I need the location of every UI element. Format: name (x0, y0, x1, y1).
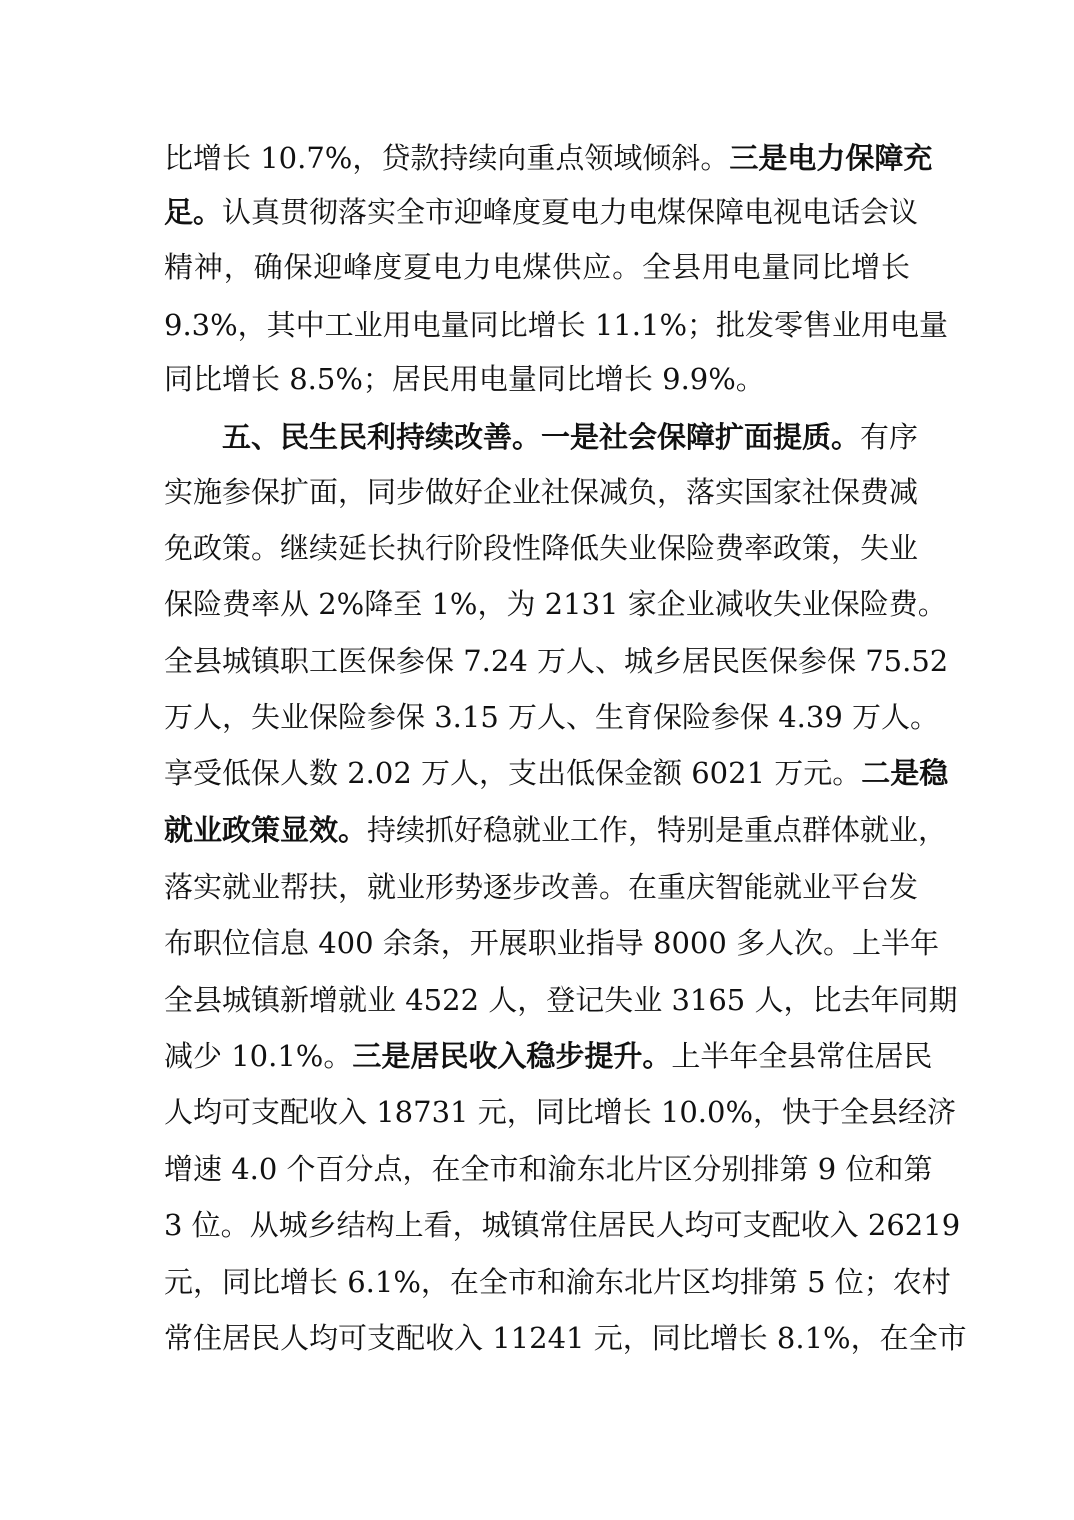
paragraph-line: 全县城镇新增就业 4522 人，登记失业 3165 人，比去年同期 (164, 983, 958, 1017)
paragraph-line: 减少 10.1%。三是居民收入稳步提升。上半年全县常住居民 (164, 1039, 933, 1073)
paragraph-line: 9.3%，其中工业用电量同比增长 11.1%；批发零售业用电量 (164, 308, 949, 342)
paragraph-line: 就业政策显效。持续抓好稳就业工作，特别是重点群体就业， (164, 813, 948, 847)
paragraph-line: 享受低保人数 2.02 万人，支出低保金额 6021 万元。二是稳 (164, 756, 949, 790)
paragraph-line: 同比增长 8.5%；居民用电量同比增长 9.9%。 (164, 362, 765, 396)
paragraph-line: 保险费率从 2%降至 1%，为 2131 家企业减收失业保险费。 (164, 587, 947, 621)
paragraph-line: 全县城镇职工医保参保 7.24 万人、城乡居民医保参保 75.52 (164, 644, 949, 678)
paragraph-line: 元，同比增长 6.1%，在全市和渝东北片区均排第 5 位；农村 (164, 1265, 951, 1299)
paragraph-line: 布职位信息 400 余条，开展职业指导 8000 多人次。上半年 (164, 926, 940, 960)
paragraph-line: 免政策。继续延长执行阶段性降低失业保险费率政策，失业 (164, 531, 919, 565)
paragraph-line: 落实就业帮扶，就业形势逐步改善。在重庆智能就业平台发 (164, 870, 919, 904)
paragraph-line: 3 位。从城乡结构上看，城镇常住居民人均可支配收入 26219 (164, 1208, 961, 1242)
paragraph-line: 精神，确保迎峰度夏电力电煤供应。全县用电量同比增长 (164, 250, 910, 284)
paragraph-line: 足。认真贯彻落实全市迎峰度夏电力电煤保障电视电话会议 (164, 195, 919, 229)
paragraph-line: 万人，失业保险参保 3.15 万人、生育保险参保 4.39 万人。 (164, 700, 940, 734)
paragraph-line: 实施参保扩面，同步做好企业社保减负，落实国家社保费减 (164, 475, 919, 509)
paragraph-line: 人均可支配收入 18731 元，同比增长 10.0%，快于全县经济 (164, 1095, 957, 1129)
paragraph-line: 比增长 10.7%，贷款持续向重点领域倾斜。三是电力保障充 (164, 141, 933, 175)
section-heading-line: 五、民生民利持续改善。一是社会保障扩面提质。有序 (222, 420, 919, 454)
paragraph-line: 常住居民人均可支配收入 11241 元，同比增长 8.1%，在全市 (164, 1321, 967, 1355)
paragraph-line: 增速 4.0 个百分点，在全市和渝东北片区分别排第 9 位和第 (164, 1152, 933, 1186)
